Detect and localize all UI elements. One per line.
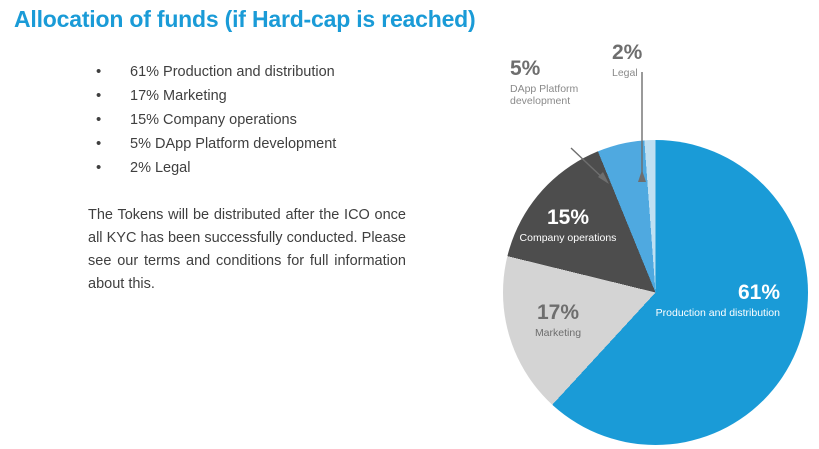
list-item — [88, 60, 428, 84]
slice-label-dapp — [510, 58, 594, 107]
allocation-bullet-list — [88, 60, 428, 180]
slice-label-operations — [518, 207, 618, 244]
bullet-icon: • — [96, 111, 102, 128]
slice-value-legal: 2% — [612, 41, 643, 64]
slice-name-legal: Legal — [612, 67, 638, 80]
slice-value-production: 61% — [737, 281, 780, 304]
list-item — [88, 108, 428, 132]
bullet-icon: • — [96, 87, 102, 104]
list-item-label: 15% Company operations — [130, 112, 297, 128]
slice-value-marketing: 17% — [536, 301, 580, 324]
list-item-label: 5% DApp Platform development — [130, 136, 337, 152]
bullet-icon: • — [96, 63, 102, 80]
slice-label-legal — [612, 42, 682, 79]
slice-label-production — [655, 282, 780, 319]
slice-value-dapp: 5% — [510, 57, 541, 80]
pie-chart — [470, 20, 815, 445]
slice-name-operations: Company operations — [519, 232, 617, 245]
slice-label-marketing — [508, 302, 608, 339]
list-item — [88, 156, 428, 180]
list-item-label: 2% Legal — [130, 160, 191, 176]
body-paragraph: The Tokens will be distributed after the ICO once all KYC has been successfully conducted. Please see our terms and conditions for full information about this. — [88, 207, 406, 292]
slice-name-marketing: Marketing — [534, 327, 582, 340]
page-title: Allocation of funds (if Hard-cap is reached) — [14, 6, 476, 32]
list-item-label: 61% Production and distribution — [130, 64, 335, 80]
bullet-icon: • — [96, 159, 102, 176]
bullet-icon: • — [96, 135, 102, 152]
slice-name-dapp: DApp Platform development — [510, 83, 579, 108]
slice-value-operations: 15% — [546, 206, 590, 229]
list-item — [88, 84, 428, 108]
list-item-label: 17% Marketing — [130, 88, 227, 104]
list-item — [88, 132, 428, 156]
slice-name-production: Production and distribution — [655, 307, 780, 320]
content-column — [88, 60, 428, 296]
